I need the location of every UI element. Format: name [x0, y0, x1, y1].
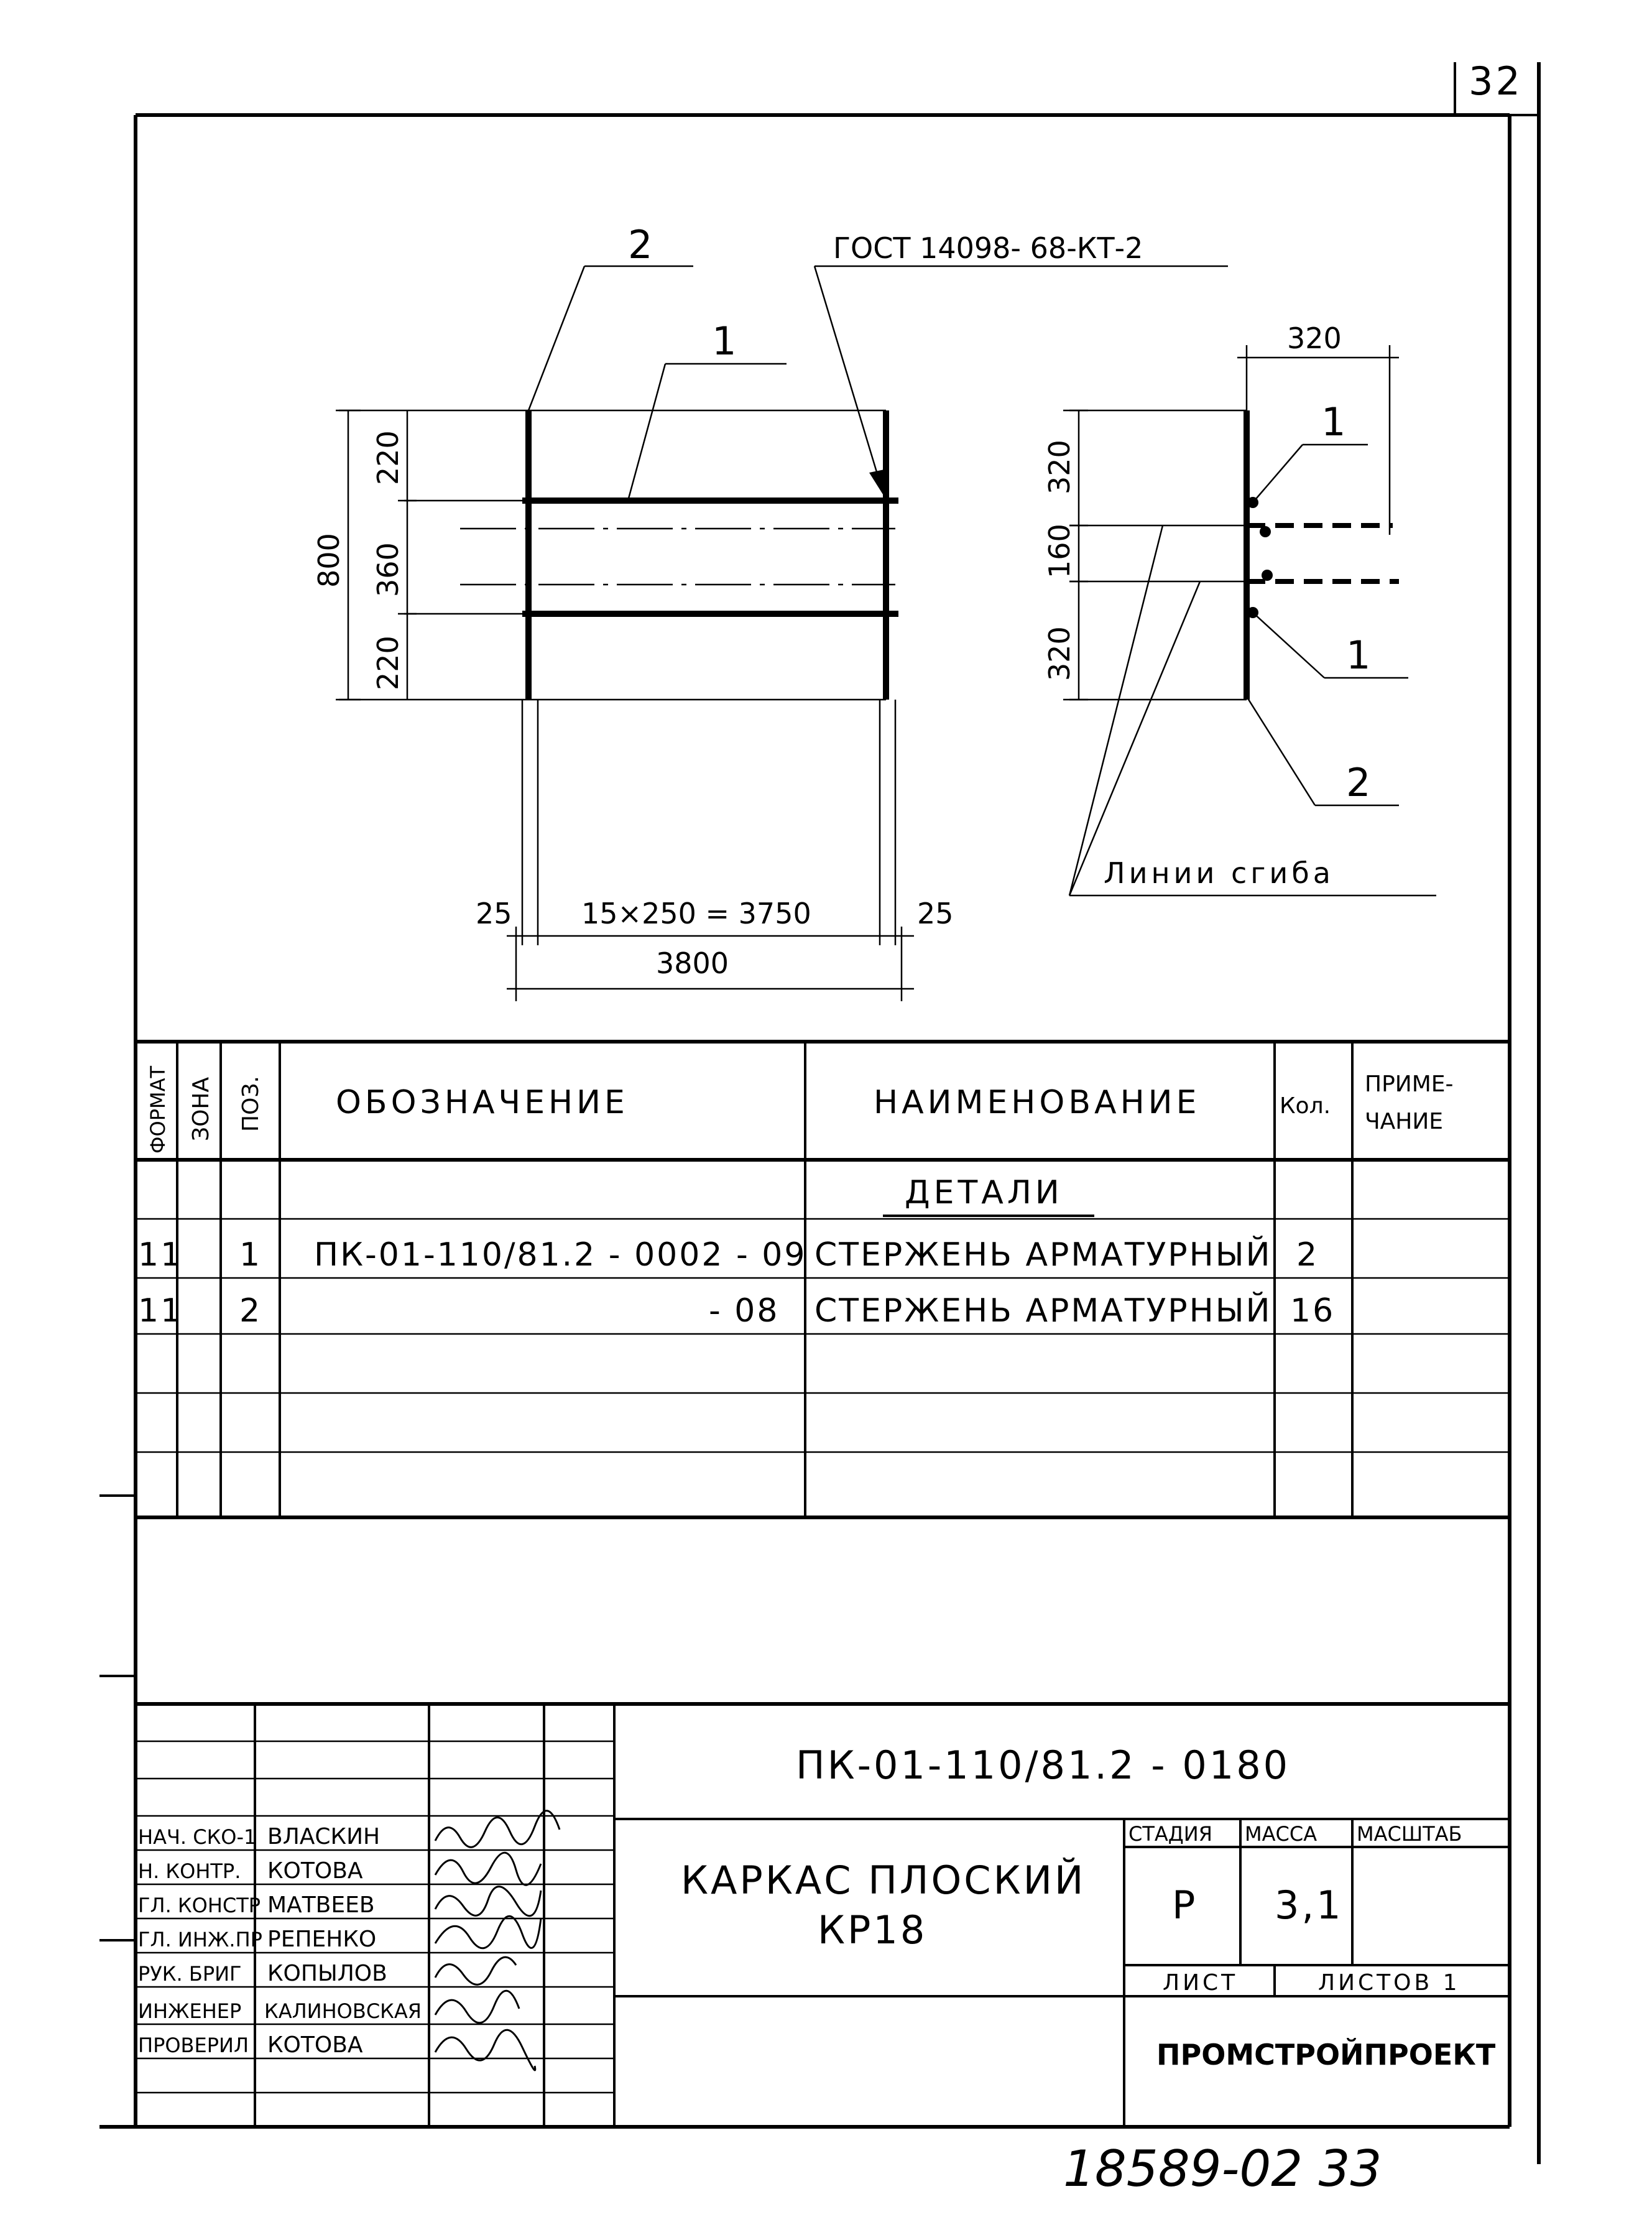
- signature-role: ПРОВЕРИЛ: [138, 2034, 249, 2057]
- header-note-line1: ПРИМЕ-: [1365, 1071, 1454, 1097]
- row1-pos: 1: [239, 1236, 262, 1274]
- header-pos: ПОЗ.: [238, 1076, 264, 1132]
- signature-name: КОПЫЛОВ: [267, 1961, 387, 1986]
- header-designation: ОБОЗНАЧЕНИЕ: [336, 1084, 629, 1121]
- row2-name: СТЕРЖЕНЬ АРМАТУРНЫЙ: [814, 1292, 1272, 1330]
- dim-middle-height: 360: [371, 542, 405, 597]
- row1-name: СТЕРЖЕНЬ АРМАТУРНЫЙ: [814, 1236, 1272, 1274]
- mass-label: МАССА: [1245, 1822, 1317, 1846]
- section-title: ДЕТАЛИ: [905, 1174, 1063, 1211]
- row1-format: 11: [138, 1236, 183, 1274]
- scale-label: МАСШТАБ: [1357, 1822, 1462, 1846]
- signature-name: РЕПЕНКО: [267, 1927, 377, 1952]
- row1-qty: 2: [1296, 1236, 1319, 1274]
- side-callout-a: 1: [1321, 399, 1349, 445]
- callout-pos-1: 1: [712, 318, 739, 364]
- stage-value: Р: [1172, 1882, 1198, 1928]
- signature-name: МАТВЕЕВ: [267, 1892, 375, 1918]
- side-callout-c: 2: [1346, 760, 1373, 805]
- frame-front-view: [339, 410, 898, 945]
- header-qty: Кол.: [1280, 1093, 1331, 1119]
- signature-name: КОТОВА: [267, 1858, 363, 1884]
- side-dim-bottom: 320: [1043, 626, 1076, 681]
- dimension-bottom: [476, 897, 954, 1001]
- front-callouts: [528, 222, 1228, 501]
- signature-name: КОТОВА: [267, 2032, 363, 2058]
- sheets-count: ЛИСТОВ 1: [1318, 1970, 1460, 1996]
- row1-designation: ПК-01-110/81.2 - 0002 - 09: [314, 1236, 807, 1274]
- signature-role: ИНЖЕНЕР: [138, 1999, 242, 2023]
- dim-top-height: 220: [371, 430, 405, 485]
- stage-label: СТАДИЯ: [1128, 1822, 1212, 1846]
- side-callout-b: 1: [1346, 632, 1373, 678]
- header-format: ФОРМАТ: [146, 1065, 170, 1154]
- page-number: 32: [1469, 58, 1523, 104]
- side-dim-top: 320: [1043, 440, 1076, 494]
- document-code: ПК-01-110/81.2 - 0180: [796, 1742, 1291, 1788]
- signature-role: ГЛ. КОНСТР: [138, 1894, 261, 1917]
- signature-name: КАЛИНОВСКАЯ: [264, 1999, 422, 2023]
- dim-overall-height: 800: [312, 533, 346, 588]
- signature-role: Н. КОНТР.: [138, 1859, 241, 1883]
- header-zone: ЗОНА: [188, 1076, 214, 1141]
- table-row: [138, 1292, 1335, 1330]
- dim-right-end: 25: [917, 897, 954, 930]
- drawing-title-line1: КАРКАС ПЛОСКИЙ: [681, 1858, 1086, 1903]
- archive-number: 18589-02 33: [1063, 2140, 1382, 2198]
- side-dim-middle: 160: [1043, 524, 1076, 578]
- organization-name: ПРОМСТРОЙПРОЕКТ: [1156, 2038, 1496, 2071]
- dim-overall-length: 3800: [656, 946, 729, 980]
- table-row: [138, 1236, 1319, 1274]
- gost-reference: ГОСТ 14098- 68-КТ-2: [833, 231, 1143, 265]
- signature-role: ГЛ. ИНЖ.ПР: [138, 1928, 262, 1951]
- mass-value: 3,1: [1275, 1882, 1344, 1928]
- row2-format: 11: [138, 1292, 183, 1330]
- side-dim-width: 320: [1287, 322, 1342, 355]
- signature-list: [138, 1824, 422, 2058]
- row2-designation: - 08: [709, 1292, 780, 1330]
- drawing-title-line2: КР18: [818, 1907, 928, 1953]
- sheet-label: ЛИСТ: [1163, 1970, 1239, 1996]
- signature-name: ВЛАСКИН: [267, 1824, 381, 1849]
- dim-bottom-height: 220: [371, 636, 405, 690]
- bend-lines-label: Линии сгиба: [1104, 856, 1334, 890]
- header-name: НАИМЕНОВАНИЕ: [874, 1084, 1201, 1121]
- row2-qty: 16: [1290, 1292, 1336, 1330]
- dimension-left: [312, 410, 417, 700]
- header-note-line2: ЧАНИЕ: [1365, 1109, 1444, 1134]
- signature-role: РУК. БРИГ: [138, 1962, 242, 1986]
- callout-pos-2: 2: [628, 222, 655, 267]
- row2-pos: 2: [239, 1292, 262, 1330]
- dim-spacing: 15×250 = 3750: [581, 897, 811, 930]
- dim-left-end: 25: [476, 897, 512, 930]
- signature-role: НАЧ. СКО-1: [138, 1825, 257, 1849]
- frame-side-view: [1043, 322, 1436, 896]
